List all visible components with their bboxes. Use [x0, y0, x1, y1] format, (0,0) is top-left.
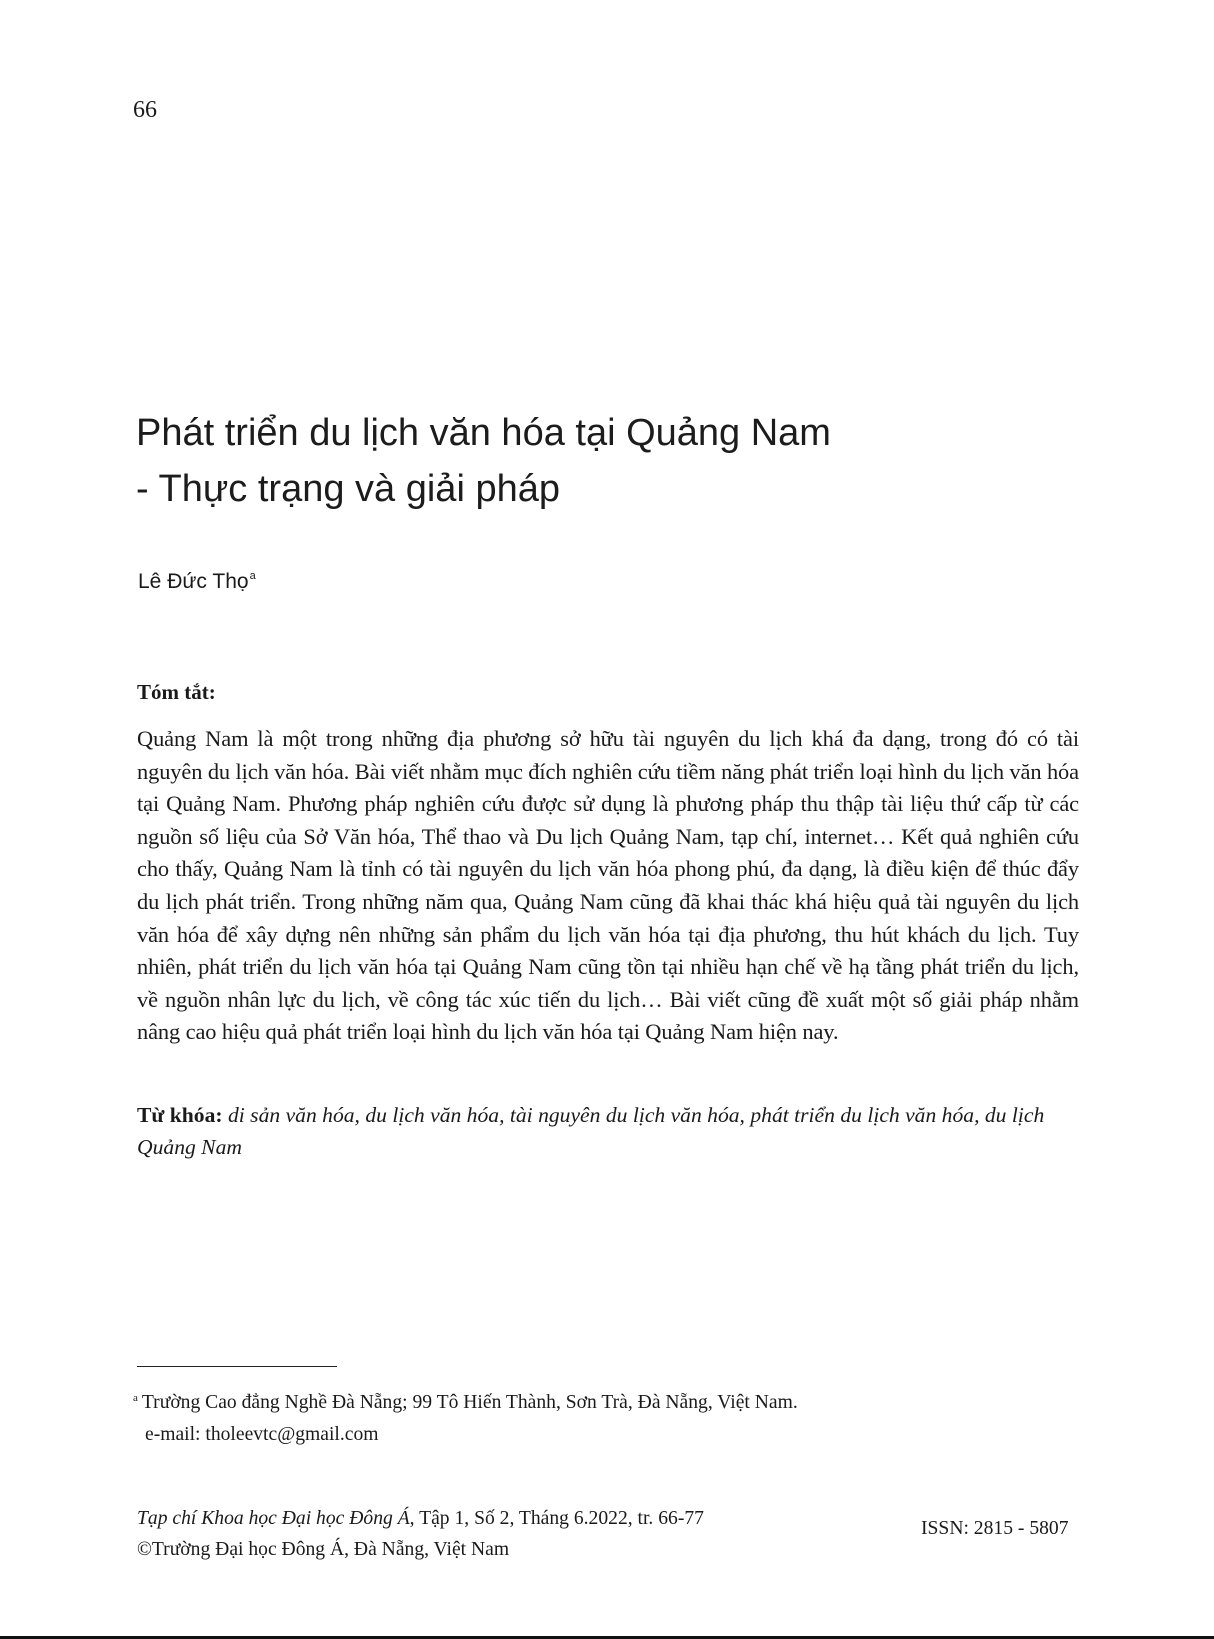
journal-citation — [137, 1503, 704, 1565]
author-affiliation-mark: a — [249, 570, 256, 582]
journal-copyright: ©Trường Đại học Đông Á, Đà Nẵng, Việt Nam — [137, 1539, 510, 1560]
author — [138, 570, 256, 594]
page-number: 66 — [133, 97, 157, 123]
title-line-2: - Thực trạng và giải pháp — [136, 468, 560, 510]
footnote — [133, 1382, 798, 1451]
abstract-text: Quảng Nam là một trong những địa phương sở hữu tài nguyên du lịch khá đa dạng, trong đó có tài nguyên du lịch văn hóa. Bài viết nhằm mục đích nghiên cứu tiềm năng phát triển loại hình du lịch văn hóa tại Quảng Nam. Phương pháp nghiên cứu được sử dụng là phương pháp thu thập tài liệu thứ cấp từ các nguồn số liệu của Sở Văn hóa, Thể thao và Du lịch Quảng Nam, tạp chí, internet… Kết quả nghiên cứu cho thấy, Quảng Nam là tỉnh có tài nguyên du lịch văn hóa phong phú, đa dạng, là điều kiện để thúc đẩy du lịch phát triển. Trong những năm qua, Quảng Nam cũng đã khai thác khá hiệu quả tài nguyên du lịch văn hóa để xây dựng nên những sản phẩm du lịch văn hóa tại địa phương, thu hút khách du lịch. Tuy nhiên, phát triển du lịch văn hóa tại Quảng Nam cũng tồn tại nhiều hạn chế về hạ tầng phát triển du lịch, về nguồn nhân lực du lịch, về công tác xúc tiến du lịch… Bài viết cũng đề xuất một số giải pháp nhằm nâng cao hiệu quả phát triển loại hình du lịch văn hóa tại Quảng Nam hiện nay. — [137, 726, 1079, 1045]
footnote-divider — [137, 1366, 337, 1367]
journal-name: Tạp chí Khoa học Đại học Đông Á — [137, 1508, 410, 1529]
keywords-list: di sản văn hóa, du lịch văn hóa, tài nguyên du lịch văn hóa, phát triển du lịch văn hóa, du lịch Quảng Nam — [137, 1103, 1045, 1159]
footnote-affiliation: Trường Cao đẳng Nghề Đà Nẵng; 99 Tô Hiến Thành, Sơn Trà, Đà Nẵng, Việt Nam. — [141, 1392, 798, 1413]
author-name: Lê Đức Thọ — [138, 570, 249, 593]
keywords — [137, 1099, 1079, 1163]
footnote-affiliation-line — [133, 1382, 798, 1419]
issn: ISSN: 2815 - 5807 — [921, 1518, 1069, 1539]
keywords-label: Từ khóa: — [137, 1103, 223, 1127]
abstract-heading: Tóm tắt: — [137, 680, 216, 704]
title-line-1: Phát triển du lịch văn hóa tại Quảng Nam — [136, 412, 831, 454]
footnote-email: e-mail: tholeevtc@gmail.com — [145, 1424, 379, 1445]
footnote-mark: a — [133, 1392, 138, 1404]
journal-details: , Tập 1, Số 2, Tháng 6.2022, tr. 66-77 — [409, 1508, 704, 1529]
journal-citation-line — [137, 1503, 704, 1534]
article-title — [136, 405, 1096, 517]
